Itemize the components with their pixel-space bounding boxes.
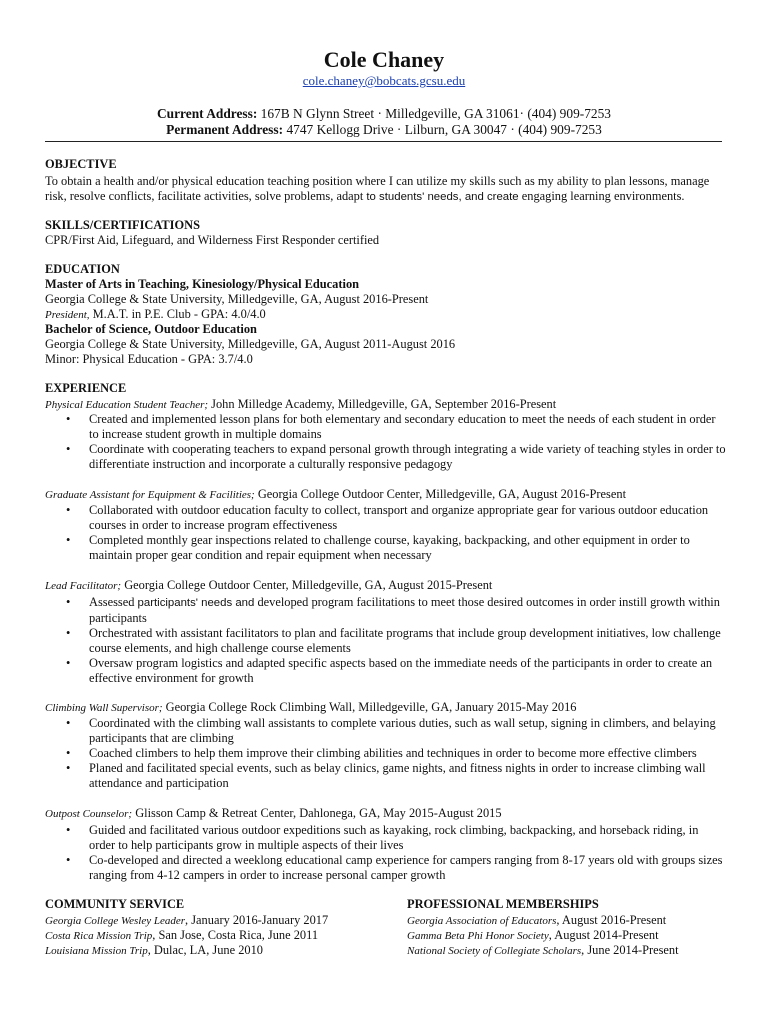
list-item — [66, 823, 726, 853]
job-place: Georgia College Outdoor Center, Milledgeville, GA, August 2016-Present — [257, 487, 627, 501]
bullet-glyph: • — [66, 626, 71, 640]
club-role-title: President, — [45, 309, 90, 321]
objective-text-a: risk, resolve conflicts, facilitate activities, solve problems, adapt — [45, 189, 364, 203]
bullet-text: Coached climbers to help them improve their climbing abilities and techniques in order to become more effective climbers — [89, 746, 697, 760]
memberships-heading: PROFESSIONAL MEMBERSHIPS — [407, 897, 599, 911]
bullet-glyph: • — [66, 503, 71, 517]
job-header — [45, 487, 626, 502]
education-heading: EDUCATION — [45, 262, 120, 276]
list-item — [66, 503, 726, 533]
candidate-name: Cole Chaney — [323, 47, 445, 72]
bullet-glyph: • — [66, 746, 71, 760]
job-place: Georgia College Outdoor Center, Milledgeville, GA, August 2015-Present — [124, 578, 493, 592]
bullet-text: Oversaw program logistics and adapted specific aspects based on the immediate needs of the participants in order to create an effective environment for growth — [89, 656, 713, 685]
header-divider — [45, 141, 722, 142]
job-bullets — [66, 503, 726, 563]
community-item — [45, 943, 263, 958]
bullet-glyph: • — [66, 853, 71, 867]
list-item — [66, 761, 726, 791]
degree-masters: Master of Arts in Teaching, Kinesiology/Physical Education — [45, 277, 360, 291]
school-bachelors: Georgia College & State University, Milledgeville, GA, August 2011-August 2016 — [45, 337, 456, 351]
job-bullets — [66, 716, 726, 791]
list-item — [66, 656, 726, 686]
membership-role: Georgia Association of Educators — [407, 915, 557, 927]
job-title: Outpost Counselor; — [45, 808, 133, 820]
degree-bachelors: Bachelor of Science, Outdoor Education — [45, 322, 257, 336]
bullet-text: Guided and facilitated various outdoor expeditions such as kayaking, rock climbing, backpacking, and horseback riding, in order to help participants grow in multiple aspects of their lives — [89, 823, 699, 852]
list-item — [66, 595, 726, 626]
minor: Minor: Physical Education - GPA: 3.7/4.0 — [45, 352, 253, 366]
club-role — [45, 307, 266, 322]
job-header — [45, 700, 576, 715]
membership-detail: , June 2014-Present — [581, 943, 679, 957]
objective-line-2 — [45, 189, 685, 204]
job-bullets — [66, 823, 726, 883]
job-title: Climbing Wall Supervisor; — [45, 702, 163, 714]
current-address — [0, 106, 768, 122]
permanent-address-label: Permanent Address: — [166, 122, 284, 137]
community-item — [45, 928, 318, 943]
list-item — [66, 442, 726, 472]
bullet-text: Coordinate with cooperating teachers to expand personal growth through integrating a wide variety of teaching styles in order to differentiate instruction and incorporate a culturally responsive pedagogy — [89, 442, 726, 471]
bullet-text: Completed monthly gear inspections related to challenge course, kayaking, backpacking, and other equipment in order to maintain proper gear condition and repair equipment when necessary — [89, 533, 690, 562]
membership-item — [407, 913, 666, 928]
bullet-glyph: • — [66, 656, 71, 670]
current-address-label: Current Address: — [156, 106, 258, 121]
job-header — [45, 397, 556, 412]
objective-line-1: To obtain a health and/or physical education teaching position where I can utilize my skills such as my ability to plan lessons, manage — [45, 174, 710, 188]
bullet-glyph: • — [66, 442, 71, 456]
club-role-detail: M.A.T. in P.E. Club - GPA: 4.0/4.0 — [92, 307, 266, 321]
job-header — [45, 578, 492, 593]
bullet-glyph: • — [66, 823, 71, 837]
bullet-text-b: participants' needs and — [137, 597, 255, 609]
community-detail: , January 2016-January 2017 — [185, 913, 329, 927]
job-title: Physical Education Student Teacher; — [45, 399, 209, 411]
bullet-glyph: • — [66, 533, 71, 547]
bullet-glyph: • — [66, 595, 71, 609]
community-detail: , San Jose, Costa Rica, June 2011 — [152, 928, 319, 942]
bullet-text: Orchestrated with assistant facilitators to plan and facilitate programs that include group development initiatives, low challenge course elements, and high challenge course elements — [89, 626, 721, 655]
bullet-text: Co-developed and directed a weeklong educational camp experience for campers ranging from 8-17 years old with groups sizes ranging from 4-12 campers in order to increase personal camper growth — [89, 853, 723, 882]
community-role: Costa Rica Mission Trip — [45, 930, 153, 942]
list-item — [66, 626, 726, 656]
list-item — [66, 746, 726, 761]
objective-text-b: to students' needs, and create — [366, 191, 519, 203]
school-masters: Georgia College & State University, Milledgeville, GA, August 2016-Present — [45, 292, 429, 306]
bullet-text: Coordinated with the climbing wall assistants to complete various duties, such as wall setup, signing in climbers, and belaying participants that are climbing — [89, 716, 716, 745]
experience-heading: EXPERIENCE — [45, 381, 127, 395]
membership-role: Gamma Beta Phi Honor Society — [407, 930, 549, 942]
job-bullets — [66, 595, 726, 686]
job-place: John Milledge Academy, Milledgeville, GA, September 2016-Present — [211, 397, 557, 411]
job-header — [45, 806, 502, 821]
job-bullets — [66, 412, 726, 472]
bullet-text: Collaborated with outdoor education faculty to collect, transport and organize appropriate gear for various outdoor education courses in order to increase program effectiveness — [89, 503, 709, 532]
permanent-address-value: 4747 Kellogg Drive · Lilburn, GA 30047 · (404) 909-7253 — [286, 122, 602, 137]
bullet-glyph: • — [66, 412, 71, 426]
membership-item — [407, 943, 679, 958]
list-item — [66, 533, 726, 563]
email-link[interactable]: cole.chaney@bobcats.gcsu.edu — [302, 73, 466, 88]
community-item — [45, 913, 328, 928]
membership-detail: , August 2016-Present — [556, 913, 667, 927]
job-place: Glisson Camp & Retreat Center, Dahlonega, GA, May 2015-August 2015 — [135, 806, 502, 820]
community-role: Georgia College Wesley Leader — [45, 915, 186, 927]
bullet-glyph: • — [66, 761, 71, 775]
community-role: Louisiana Mission Trip — [45, 945, 148, 957]
permanent-address — [0, 122, 768, 138]
bullet-text-a: Assessed — [89, 595, 135, 609]
bullet-text: Planed and facilitated special events, such as belay clinics, game nights, and fitness nights in order to increase climbing wall attendance and participation — [89, 761, 706, 790]
community-heading: COMMUNITY SERVICE — [45, 897, 185, 911]
objective-heading: OBJECTIVE — [45, 157, 117, 171]
bullet-glyph: • — [66, 716, 71, 730]
skills-text: CPR/First Aid, Lifeguard, and Wilderness First Responder certified — [45, 233, 380, 247]
job-place: Georgia College Rock Climbing Wall, Milledgeville, GA, January 2015-May 2016 — [165, 700, 577, 714]
list-item — [66, 716, 726, 746]
skills-heading: SKILLS/CERTIFICATIONS — [45, 218, 200, 232]
community-detail: , Dulac, LA, June 2010 — [147, 943, 263, 957]
list-item — [66, 412, 726, 442]
membership-item — [407, 928, 659, 943]
bullet-text: Created and implemented lesson plans for both elementary and secondary education to meet the needs of each student in order to increase student growth in multiple domains — [89, 412, 716, 441]
membership-detail: , August 2014-Present — [548, 928, 659, 942]
objective-text-c: engaging learning environments. — [521, 189, 685, 203]
job-title: Lead Facilitator; — [45, 580, 122, 592]
current-address-value: 167B N Glynn Street · Milledgeville, GA 31061· (404) 909-7253 — [260, 106, 612, 121]
job-title: Graduate Assistant for Equipment & Facilities; — [45, 489, 255, 501]
membership-role: National Society of Collegiate Scholars — [407, 945, 582, 957]
list-item — [66, 853, 726, 883]
bullet-text-c: developed program facilitations to meet those desired outcomes in order instill growth within participants — [89, 595, 720, 625]
